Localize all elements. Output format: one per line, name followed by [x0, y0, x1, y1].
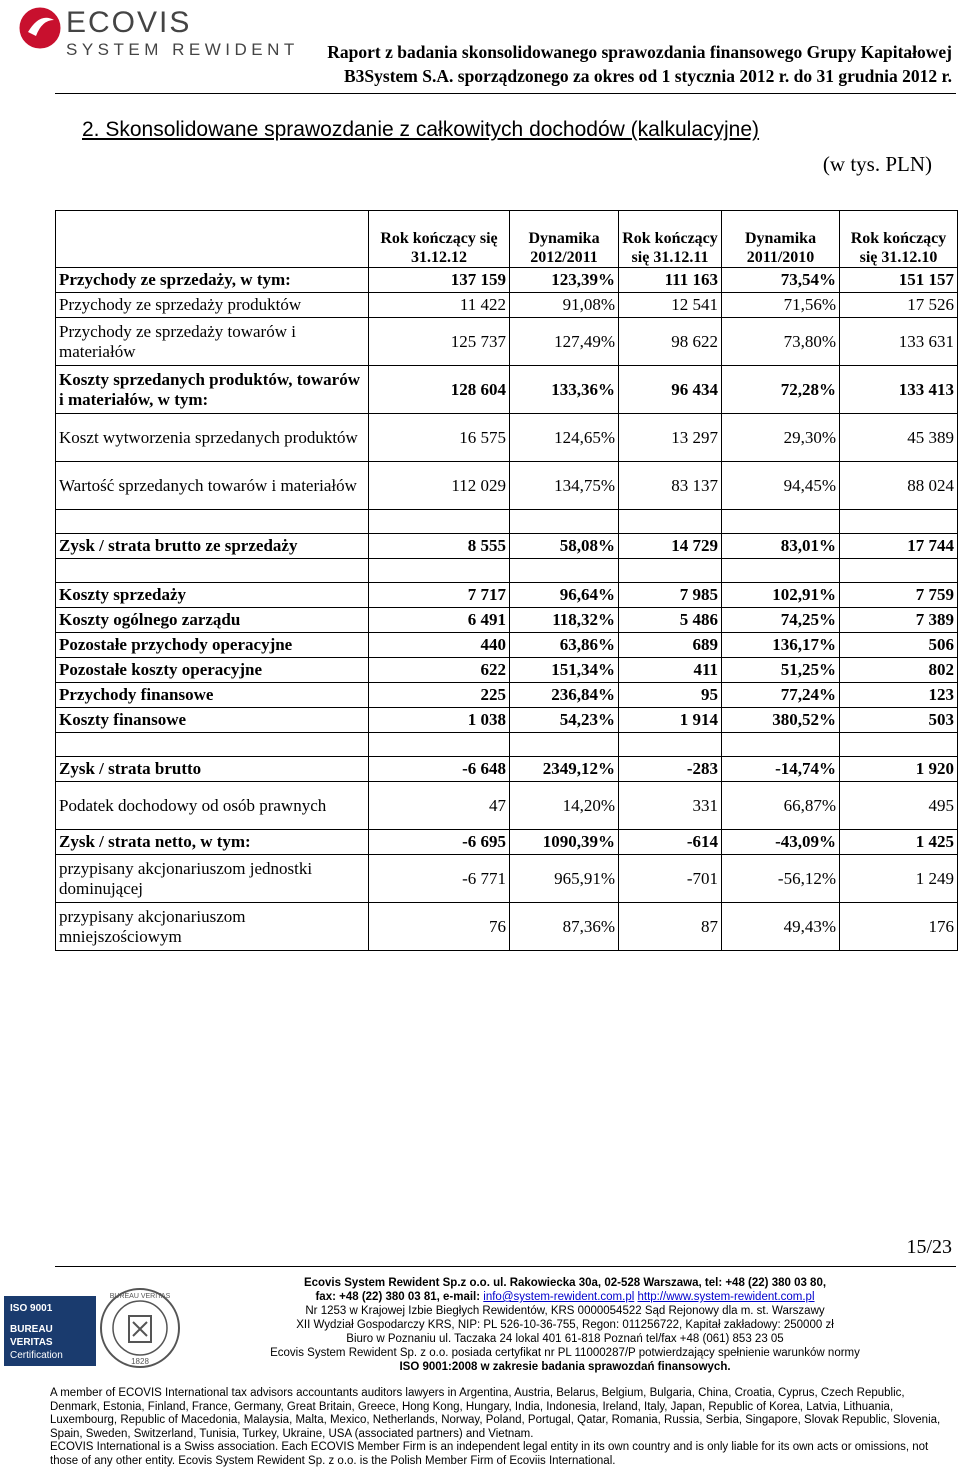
table-cell: 14,20%: [510, 782, 619, 830]
table-cell: 125 737: [369, 318, 510, 366]
table-cell: 51,25%: [722, 658, 840, 683]
table-row: [56, 268, 958, 293]
section-title: 2. Skonsolidowane sprawozdanie z całkowitych dochodów (kalkulacyjne): [82, 118, 760, 141]
table-cell: 87: [619, 903, 722, 951]
empty-cell: [369, 733, 510, 757]
table-cell: 73,54%: [722, 268, 840, 293]
ecovis-logo: [18, 4, 308, 62]
row-label: Pozostałe koszty operacyjne: [56, 658, 369, 683]
table-cell: 1 914: [619, 708, 722, 733]
empty-cell: [56, 510, 369, 534]
table-row: [56, 855, 958, 903]
empty-cell: [619, 733, 722, 757]
empty-cell: [722, 510, 840, 534]
column-header: Dynamika 2011/2010: [722, 211, 840, 268]
column-header: Rok kończący się 31.12.11: [619, 211, 722, 268]
table-cell: 29,30%: [722, 414, 840, 462]
table-cell: -14,74%: [722, 757, 840, 782]
table-row: [56, 708, 958, 733]
page-number: 15/23: [906, 1236, 952, 1258]
row-label: Koszty sprzedanych produktów, towarów i materiałów, w tym:: [56, 366, 369, 414]
row-label: Pozostałe przychody operacyjne: [56, 633, 369, 658]
table-cell: 94,45%: [722, 462, 840, 510]
row-label: Przychody ze sprzedaży towarów i materiałów: [56, 318, 369, 366]
empty-cell: [619, 510, 722, 534]
website-link[interactable]: http://www.system-rewident.com.pl: [637, 1291, 815, 1303]
table-cell: -43,09%: [722, 830, 840, 855]
table-cell: -701: [619, 855, 722, 903]
table-cell: 123,39%: [510, 268, 619, 293]
table-cell: 8 555: [369, 534, 510, 559]
empty-cell: [510, 510, 619, 534]
table-cell: 440: [369, 633, 510, 658]
iso-certification-badge: [4, 1296, 96, 1366]
company-footer: [190, 1276, 940, 1374]
table-cell: 7 759: [840, 583, 958, 608]
table-cell: 133 413: [840, 366, 958, 414]
table-cell: 102,91%: [722, 583, 840, 608]
table-cell: -56,12%: [722, 855, 840, 903]
table-cell: 802: [840, 658, 958, 683]
table-row: [56, 462, 958, 510]
empty-cell: [840, 733, 958, 757]
member-text-1: A member of ECOVIS International tax advisors accountants auditors lawyers in Argentina, Austria, Belarus, Belgium, Bulgaria, China, Croatia, Cyprus, Czech Republic, Denmark, Estonia, Finland, France, Germany, Great Britain, Greece, Hong Kong, Hungary, India, Indonesia, Ireland, Italy, Japan, Republic of Korea, Latvia, Lithuania, Luxembourg, Republic of Macedonia, Malaysia, Malta, Mexico, Netherlands, Norway, Poland, Portugal, Qatar, Romania, Russia, Serbia, Singapore, Slovak Republic, Slovenia, Spain, Sweden, Switzerland, Tunisia, Turkey, Ukraine, USA (associated partners) and Vietnam.: [50, 1387, 941, 1440]
table-row: [56, 366, 958, 414]
member-text-2: ECOVIS International is a Swiss association. Each ECOVIS Member Firm is an independent legal entity in its own country and is only liable for its own acts or omissions, not those of any other entity. Ecovis System Rewident Sp. z o.o. is the Polish Member Firm of Ecoviis International.: [50, 1441, 929, 1467]
table-cell: 1 920: [840, 757, 958, 782]
column-header: Dynamika 2012/2011: [510, 211, 619, 268]
header-divider: [55, 93, 956, 94]
table-row: [56, 782, 958, 830]
empty-cell: [722, 733, 840, 757]
table-cell: 136,17%: [722, 633, 840, 658]
logo-subtitle: SYSTEM REWIDENT: [66, 40, 299, 59]
table-cell: 111 163: [619, 268, 722, 293]
table-cell: 128 604: [369, 366, 510, 414]
table-cell: 1 425: [840, 830, 958, 855]
footer-line2: fax: +48 (22) 380 03 81, e-mail: info@system-rewident.com.pl http://www.system-rewident.com.pl: [315, 1291, 815, 1303]
table-cell: 133 631: [840, 318, 958, 366]
table-cell: 98 622: [619, 318, 722, 366]
empty-cell: [722, 559, 840, 583]
table-cell: -6 695: [369, 830, 510, 855]
empty-cell: [369, 510, 510, 534]
table-cell: 76: [369, 903, 510, 951]
svg-text:BUREAU VERITAS: BUREAU VERITAS: [109, 1293, 171, 1300]
table-cell: 133,36%: [510, 366, 619, 414]
table-cell: 95: [619, 683, 722, 708]
table-cell: 965,91%: [510, 855, 619, 903]
column-header: Rok kończący się 31.12.10: [840, 211, 958, 268]
row-label: Koszt wytworzenia sprzedanych produktów: [56, 414, 369, 462]
table-cell: 1 249: [840, 855, 958, 903]
table-cell: 7 389: [840, 608, 958, 633]
row-label: Podatek dochodowy od osób prawnych: [56, 782, 369, 830]
table-cell: 83,01%: [722, 534, 840, 559]
table-cell: 176: [840, 903, 958, 951]
table-cell: 72,28%: [722, 366, 840, 414]
empty-cell: [840, 510, 958, 534]
table-header-row: [56, 211, 958, 268]
table-cell: 13 297: [619, 414, 722, 462]
spacer-row: [56, 733, 958, 757]
table-cell: 17 744: [840, 534, 958, 559]
table-cell: 17 526: [840, 293, 958, 318]
table-cell: 622: [369, 658, 510, 683]
empty-cell: [510, 733, 619, 757]
table-cell: 123: [840, 683, 958, 708]
table-cell: -6 648: [369, 757, 510, 782]
spacer-row: [56, 559, 958, 583]
certification-logos: [4, 1286, 194, 1374]
footer-line3: Nr 1253 w Krajowej Izbie Biegłych Rewidentów, KRS 0000054522 Sąd Rejonowy dla m. st. Warszawy: [305, 1305, 825, 1317]
unit-label: (w tys. PLN): [822, 152, 932, 176]
table-cell: 225: [369, 683, 510, 708]
table-row: [56, 633, 958, 658]
table-cell: 49,43%: [722, 903, 840, 951]
table-row: [56, 658, 958, 683]
table-cell: 503: [840, 708, 958, 733]
table-cell: 7 985: [619, 583, 722, 608]
footer-line6: Ecovis System Rewident Sp. z o.o. posiada certyfikat nr PL 11000287/P potwierdzający spełnienie warunków normy: [270, 1347, 860, 1359]
row-label: Przychody finansowe: [56, 683, 369, 708]
table-row: [56, 534, 958, 559]
table-row: [56, 318, 958, 366]
report-header: [327, 40, 952, 88]
table-cell: 45 389: [840, 414, 958, 462]
table-cell: 77,24%: [722, 683, 840, 708]
table-cell: 380,52%: [722, 708, 840, 733]
logo-brand: ECOVIS: [66, 6, 192, 39]
row-label: Koszty finansowe: [56, 708, 369, 733]
column-header: [56, 211, 369, 268]
table-cell: 88 024: [840, 462, 958, 510]
table-cell: 11 422: [369, 293, 510, 318]
table-cell: 16 575: [369, 414, 510, 462]
table-row: [56, 830, 958, 855]
table-row: [56, 293, 958, 318]
table-cell: -283: [619, 757, 722, 782]
table-cell: 87,36%: [510, 903, 619, 951]
table-cell: 96 434: [619, 366, 722, 414]
footer-divider: [55, 1266, 956, 1267]
table-cell: 236,84%: [510, 683, 619, 708]
table-cell: 47: [369, 782, 510, 830]
empty-cell: [56, 733, 369, 757]
table-cell: 495: [840, 782, 958, 830]
table-cell: 14 729: [619, 534, 722, 559]
table-cell: 151,34%: [510, 658, 619, 683]
table-cell: -6 771: [369, 855, 510, 903]
table-cell: 5 486: [619, 608, 722, 633]
footer-line1: Ecovis System Rewident Sp.z o.o. ul. Rakowiecka 30a, 02-528 Warszawa, tel: +48 (22) 380 03 80,: [303, 1277, 827, 1289]
report-header-line2: B3System S.A. sporządzonego za okres od 1 stycznia 2012 r. do 31 grudnia 2012 r.: [344, 66, 952, 86]
bureau-veritas-seal-icon: [99, 1286, 181, 1370]
row-label: Zysk / strata brutto ze sprzedaży: [56, 534, 369, 559]
row-label: Koszty ogólnego zarządu: [56, 608, 369, 633]
empty-cell: [510, 559, 619, 583]
table-cell: -614: [619, 830, 722, 855]
row-label: Przychody ze sprzedaży, w tym:: [56, 268, 369, 293]
table-cell: 7 717: [369, 583, 510, 608]
table-row: [56, 757, 958, 782]
empty-cell: [56, 559, 369, 583]
table-cell: 2349,12%: [510, 757, 619, 782]
table-cell: 91,08%: [510, 293, 619, 318]
table-cell: 1 038: [369, 708, 510, 733]
cert-label-iso: ISO 9001: [10, 1303, 53, 1314]
member-footer: [50, 1387, 952, 1469]
row-label: Przychody ze sprzedaży produktów: [56, 293, 369, 318]
table-cell: 689: [619, 633, 722, 658]
table-row: [56, 583, 958, 608]
table-cell: 137 159: [369, 268, 510, 293]
table-cell: 63,86%: [510, 633, 619, 658]
row-label: przypisany akcjonariuszom jednostki dominującej: [56, 855, 369, 903]
svg-text:1828: 1828: [131, 1357, 149, 1366]
income-statement-table: [55, 210, 958, 951]
column-header: Rok kończący się 31.12.12: [369, 211, 510, 268]
table-row: [56, 903, 958, 951]
row-label: Wartość sprzedanych towarów i materiałów: [56, 462, 369, 510]
cert-label-bv: BUREAU VERITAS: [10, 1324, 53, 1348]
row-label: Zysk / strata netto, w tym:: [56, 830, 369, 855]
table-cell: 151 157: [840, 268, 958, 293]
table-row: [56, 683, 958, 708]
table-cell: 118,32%: [510, 608, 619, 633]
table-cell: 112 029: [369, 462, 510, 510]
report-header-line1: Raport z badania skonsolidowanego sprawozdania finansowego Grupy Kapitałowej: [327, 42, 952, 62]
empty-cell: [840, 559, 958, 583]
table-cell: 6 491: [369, 608, 510, 633]
table-cell: 73,80%: [722, 318, 840, 366]
table-cell: 134,75%: [510, 462, 619, 510]
row-label: Koszty sprzedaży: [56, 583, 369, 608]
table-cell: 331: [619, 782, 722, 830]
table-cell: 96,64%: [510, 583, 619, 608]
empty-cell: [619, 559, 722, 583]
table-cell: 127,49%: [510, 318, 619, 366]
table-cell: 124,65%: [510, 414, 619, 462]
table-cell: 83 137: [619, 462, 722, 510]
table-cell: 1090,39%: [510, 830, 619, 855]
footer-line4: XII Wydział Gospodarczy KRS, NIP: PL 526-10-36-755, Regon: 011256722, Kapitał zakładowy: 250000 zł: [296, 1319, 834, 1331]
footer-line5: Biuro w Poznaniu ul. Taczaka 24 lokal 401 61-818 Poznań tel/fax +48 (061) 853 23 05: [346, 1333, 784, 1345]
table-cell: 66,87%: [722, 782, 840, 830]
email-link[interactable]: info@system-rewident.com.pl: [483, 1291, 635, 1303]
table-cell: 74,25%: [722, 608, 840, 633]
cert-label-certification: Certification: [10, 1350, 63, 1361]
row-label: przypisany akcjonariuszom mniejszościowym: [56, 903, 369, 951]
row-label: Zysk / strata brutto: [56, 757, 369, 782]
empty-cell: [369, 559, 510, 583]
footer-line7: ISO 9001:2008 w zakresie badania sprawozdań finansowych.: [399, 1361, 731, 1373]
table-row: [56, 608, 958, 633]
table-cell: 12 541: [619, 293, 722, 318]
table-row: [56, 414, 958, 462]
table-cell: 506: [840, 633, 958, 658]
table-cell: 71,56%: [722, 293, 840, 318]
ecovis-logo-icon: [18, 6, 62, 50]
table-cell: 411: [619, 658, 722, 683]
table-cell: 58,08%: [510, 534, 619, 559]
table-cell: 54,23%: [510, 708, 619, 733]
spacer-row: [56, 510, 958, 534]
